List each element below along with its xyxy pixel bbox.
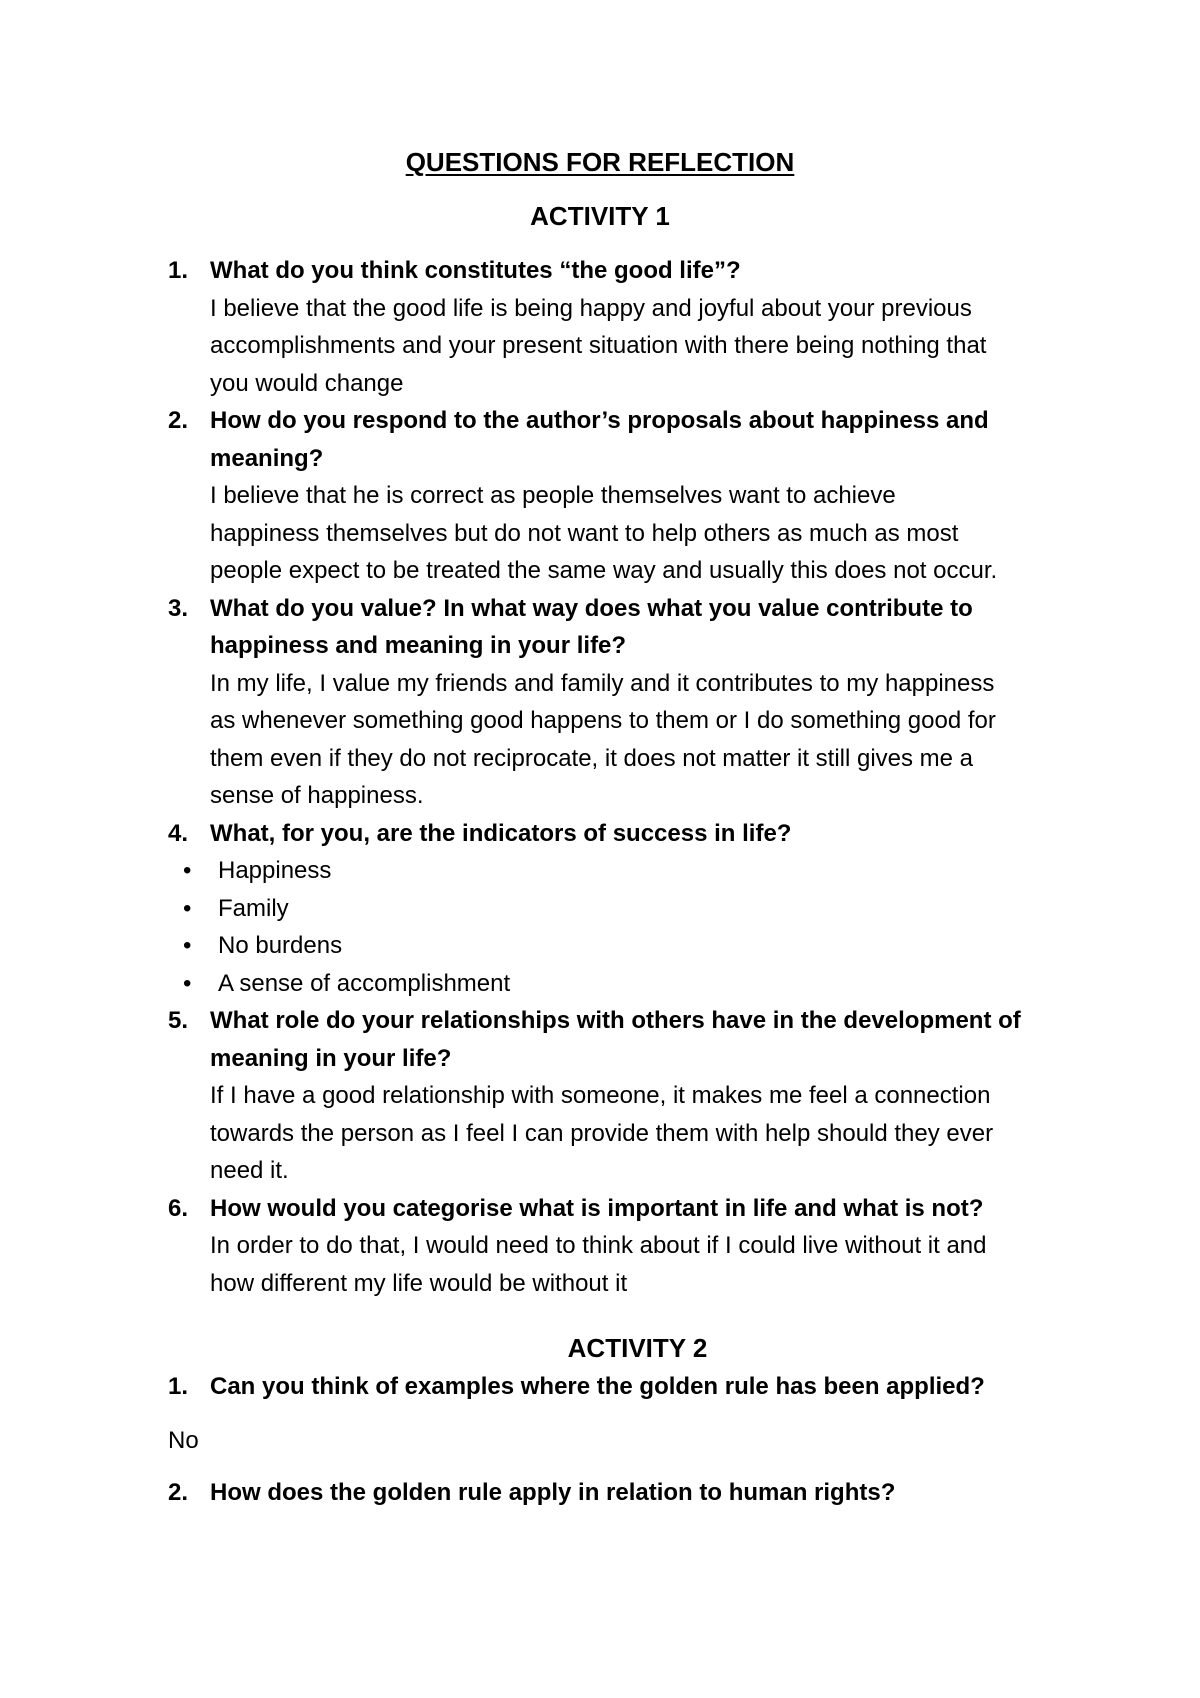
question-text: What do you value? In what way does what you value contribute to happiness and meaning in your life? xyxy=(210,594,973,659)
answer-text: In my life, I value my friends and family and it contributes to my happiness as whenever something good happens to them or I do something good for them even if they do not reciprocate, it does not matter it still gives me a sense of happiness. xyxy=(210,669,996,809)
bullet-item xyxy=(145,852,1055,890)
standalone-answer: No xyxy=(168,1427,199,1454)
document-title: QUESTIONS FOR REFLECTION xyxy=(405,147,795,177)
qa-body xyxy=(210,815,1055,853)
item-number: 1. xyxy=(168,257,189,284)
bullet-text: A sense of accomplishment xyxy=(218,969,511,997)
qa-item xyxy=(145,402,1055,590)
activity-heading: ACTIVITY 2 xyxy=(567,1333,708,1363)
item-number: 2. xyxy=(168,1478,189,1506)
qa-body xyxy=(210,1002,1055,1190)
bullet-text: Family xyxy=(218,894,289,922)
qa-item xyxy=(145,252,1055,402)
bullet-text: No burdens xyxy=(218,932,343,959)
activity-heading: ACTIVITY 1 xyxy=(530,200,670,231)
question-text: How do you respond to the author’s proposals about happiness and meaning? xyxy=(210,407,989,472)
qa-item xyxy=(145,1368,1055,1406)
item-number: 5. xyxy=(168,1007,189,1034)
qa-item xyxy=(145,1190,1055,1303)
bullet-text: Happiness xyxy=(218,857,332,884)
activity-section xyxy=(145,1330,1055,1511)
item-number: 1. xyxy=(168,1372,189,1400)
qa-body xyxy=(210,590,1055,815)
qa-body xyxy=(210,1368,1055,1406)
qa-list xyxy=(145,252,1055,1302)
qa-list xyxy=(145,1368,1055,1512)
qa-body xyxy=(210,1474,1055,1512)
question-text: What, for you, are the indicators of success in life? xyxy=(210,819,792,847)
question-text: What role do your relationships with others have in the development of meaning in your life? xyxy=(210,1007,1021,1072)
question-text: How would you categorise what is important in life and what is not? xyxy=(210,1194,984,1222)
answer-text: If I have a good relationship with someone, it makes me feel a connection towards the person as I feel I can provide them with help should they ever need it. xyxy=(210,1082,994,1184)
qa-item xyxy=(145,815,1055,853)
qa-item xyxy=(145,1002,1055,1190)
bullet-icon: • xyxy=(183,894,192,922)
qa-body xyxy=(210,1190,1055,1303)
item-number: 4. xyxy=(168,819,189,847)
bullet-item xyxy=(145,890,1055,928)
answer-text: I believe that he is correct as people themselves want to achieve happiness themselves but do not want to help others as much as most people expect to be treated the same way and usually this does not occur. xyxy=(210,482,998,584)
answer-text: In order to do that, I would need to think about if I could live without it and how different my life would be without it xyxy=(210,1232,987,1297)
bullet-icon: • xyxy=(183,932,192,959)
question-text: How does the golden rule apply in relation to human rights? xyxy=(210,1478,896,1506)
question-text: Can you think of examples where the golden rule has been applied? xyxy=(210,1372,985,1400)
qa-body xyxy=(210,402,1055,590)
bullet-item xyxy=(145,927,1055,965)
qa-item xyxy=(145,590,1055,815)
item-number: 6. xyxy=(168,1194,189,1222)
bullet-icon: • xyxy=(183,857,192,884)
item-number: 3. xyxy=(168,594,189,622)
qa-body xyxy=(210,252,1055,402)
answer-text: I believe that the good life is being happy and joyful about your previous accomplishments and your present situation with there being nothing that you would change xyxy=(210,294,987,397)
question-text: What do you think constitutes “the good life”? xyxy=(210,257,741,284)
item-number: 2. xyxy=(168,407,189,434)
bullet-item xyxy=(145,965,1055,1003)
activity-section xyxy=(145,198,1055,1303)
qa-item xyxy=(145,1474,1055,1512)
bullet-icon: • xyxy=(183,969,192,997)
sections-container xyxy=(145,198,1055,1512)
